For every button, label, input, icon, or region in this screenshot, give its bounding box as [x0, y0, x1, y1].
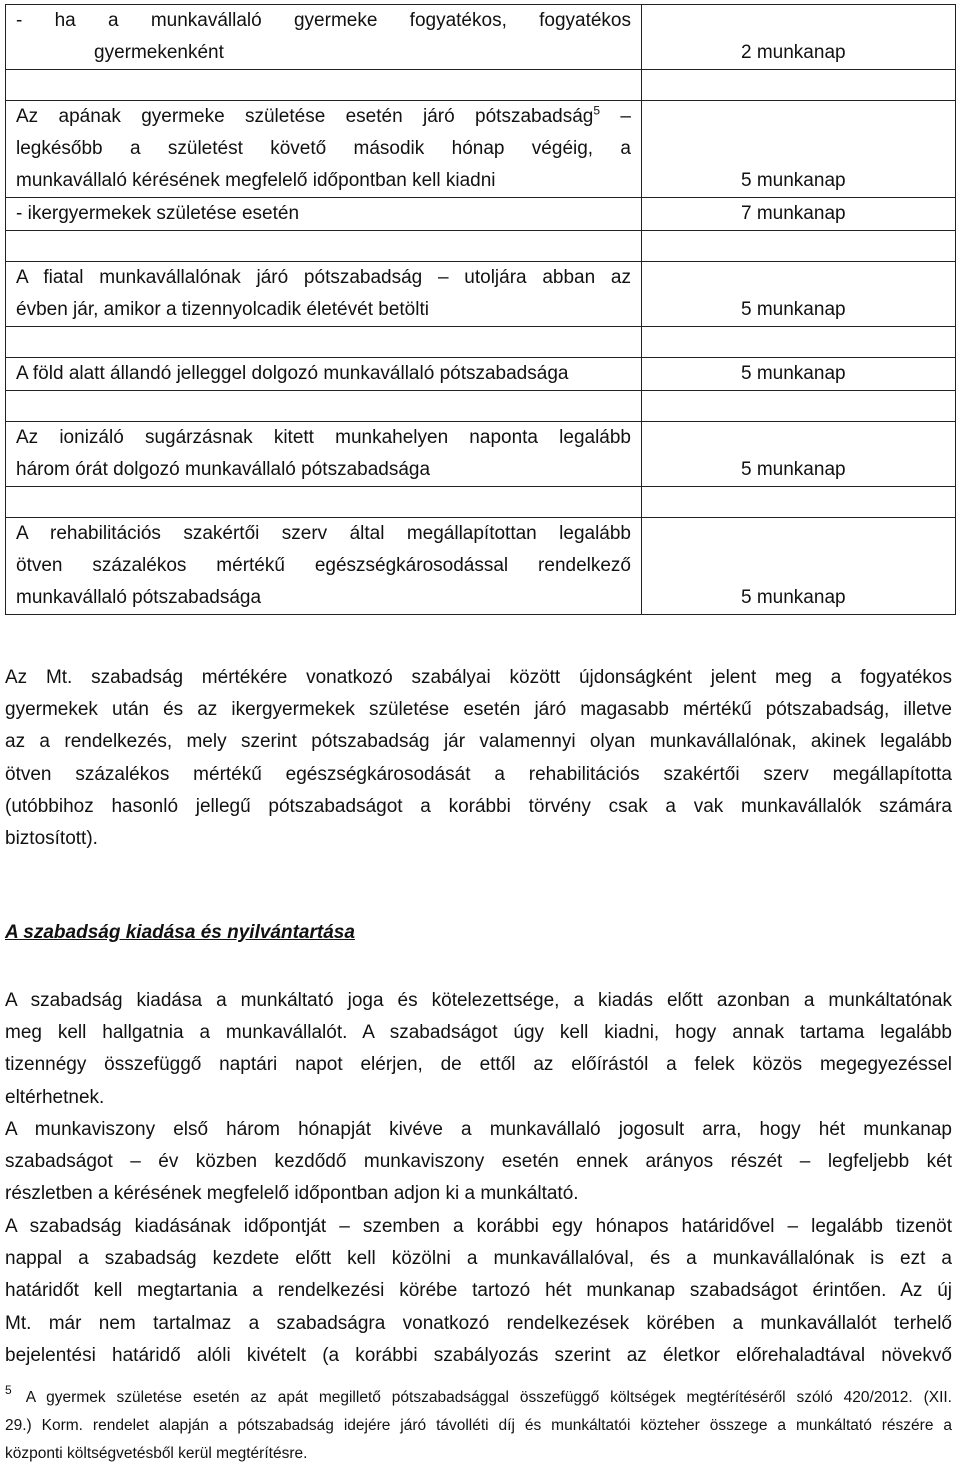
- paragraph-line: meg kell hallgatnia a munkavállalót. A szabadságot úgy kell kiadni, hogy annak tartama legalább: [5, 1022, 952, 1044]
- table-spacer-row: [6, 327, 956, 358]
- paragraph-line: Az Mt. szabadság mértékére vonatkozó szabályai között újdonságként jelent meg a fogyatékos: [5, 667, 952, 688]
- desc-line: A fiatal munkavállalónak járó pótszabadság – utoljára abban az: [16, 267, 631, 288]
- table-row: [6, 198, 956, 231]
- leave-description: [6, 518, 642, 615]
- table-row: [6, 518, 956, 615]
- section-heading: A szabadság kiadása és nyilvántartása: [5, 922, 355, 943]
- footnote-line: központi költségvetésből kerül megtérítésre.: [5, 1445, 308, 1462]
- desc-line: évben jár, amikor a tizennyolcadik életévét betölti: [16, 299, 429, 320]
- body-paragraph: [5, 985, 952, 1114]
- footnote: [5, 1384, 952, 1468]
- paragraph-line: nappal a szabadság kezdete előtt kell közölni a munkavállalóval, és a munkavállalónak is ezt a: [5, 1248, 952, 1270]
- leave-days-value: 5 munkanap: [642, 518, 956, 615]
- footnote-line: A gyermek születése esetén az apát megillető pótszabadsággal összefüggő költségek megtérítéséről szóló 420/2012. (XII.: [25, 1389, 952, 1406]
- desc-line: A föld alatt állandó jelleggel dolgozó munkavállaló pótszabadsága: [16, 363, 569, 384]
- desc-line: ötven százalékos mértékű egészségkárosodással rendelkező: [16, 555, 631, 576]
- paragraph-line: ötven százalékos mértékű egészségkárosodását a rehabilitációs szakértői szerv megállapította: [5, 763, 952, 785]
- footnote-ref: 5: [593, 103, 601, 118]
- paragraph-line: az a rendelkezés, mely szerint pótszabadság jár valamennyi olyan munkavállalónak, akinek legalább: [5, 731, 952, 753]
- desc-line: gyermekenként: [94, 42, 224, 63]
- paragraph-line: (utóbbihoz hasonló jellegű pótszabadságot a korábbi törvény csak a vak munkavállalók számára: [5, 795, 952, 817]
- leave-description: [6, 101, 642, 198]
- paragraph-line: tizennégy összefüggő naptári napot elérjen, de ettől az előírástól a felek közös megegyezéssel: [5, 1054, 952, 1076]
- dash: –: [620, 106, 631, 127]
- desc-line: Az ionizáló sugárzásnak kitett munkahelyen naponta legalább: [16, 427, 631, 448]
- table-spacer-row: [6, 231, 956, 262]
- paragraph-line: határidőt kell megtartania a rendelkezési körébe tartozó hét munkanap szabadságot érintően. Az új: [5, 1280, 952, 1302]
- desc-line: A rehabilitációs szakértői szerv által megállapítottan legalább: [16, 523, 631, 544]
- leave-description: [6, 262, 642, 327]
- paragraph-line: biztosított).: [5, 828, 98, 850]
- table-spacer-row: [6, 70, 956, 101]
- paragraph-line: részletben a kérésének megfelelő időpontban adjon ki a munkáltató.: [5, 1183, 579, 1205]
- paragraph-line: eltérhetnek.: [5, 1086, 105, 1108]
- leave-days-value: 5 munkanap: [642, 101, 956, 198]
- table-row: [6, 101, 956, 198]
- body-paragraph: [5, 1211, 952, 1372]
- table-row: [6, 358, 956, 391]
- leave-description: [6, 198, 642, 231]
- leave-days-value: 5 munkanap: [642, 262, 956, 327]
- paragraph-line: A munkaviszony első három hónapját kivéve a munkavállaló jogosult arra, hogy hét munkanap: [5, 1119, 952, 1140]
- paragraph-line: bejelentési határidő alóli kivételt (a korábbi szabályozás szerint az életkor előrehaladtával növekvő: [5, 1344, 952, 1366]
- leave-days-value: 2 munkanap: [642, 5, 956, 70]
- paragraph-line: Mt. már nem tartalmaz a szabadságra vonatkozó rendelkezések körében a munkavállalót terhelő: [5, 1312, 952, 1334]
- table-row: [6, 262, 956, 327]
- footnote-line: 29.) Korm. rendelet alapján a pótszabadság idejére járó távolléti díj és munkáltatói közteher összege a munkáltató részére a: [5, 1417, 952, 1434]
- paragraph-line: szabadságot – év közben kezdődő munkaviszony esetén ennek arányos részét – legfeljebb két: [5, 1151, 952, 1173]
- paragraph-line: gyermekek után és az ikergyermekek születése esetén járó magasabb mértékű pótszabadság, illetve: [5, 699, 952, 721]
- desc-line: munkavállaló kérésének megfelelő időpontban kell kiadni: [16, 170, 496, 191]
- leave-description: [6, 422, 642, 487]
- desc-line: - ha a munkavállaló gyermeke fogyatékos, fogyatékos: [16, 10, 631, 31]
- desc-line: munkavállaló pótszabadsága: [16, 587, 262, 608]
- table-row: [6, 422, 956, 487]
- table-spacer-row: [6, 487, 956, 518]
- leave-days-table: [5, 4, 956, 615]
- leave-days-value: 7 munkanap: [642, 198, 956, 231]
- leave-description: [6, 5, 642, 70]
- body-paragraph: [5, 662, 952, 855]
- desc-line: - ikergyermekek születése esetén: [16, 203, 300, 224]
- paragraph-line: A szabadság kiadásának időpontját – szemben a korábbi egy hónapos határidővel – legalább tizenöt: [5, 1216, 952, 1237]
- desc-line: három órát dolgozó munkavállaló pótszabadsága: [16, 459, 431, 480]
- desc-line: Az apának gyermeke születése esetén járó pótszabadság: [16, 106, 594, 127]
- leave-days-value: 5 munkanap: [642, 358, 956, 391]
- leave-days-value: 5 munkanap: [642, 422, 956, 487]
- paragraph-line: A szabadság kiadása a munkáltató joga és kötelezettsége, a kiadás előtt azonban a munkáltatónak: [5, 990, 952, 1011]
- body-paragraph: [5, 1114, 952, 1211]
- desc-line: legkésőbb a születést követő második hónap végéig, a: [16, 138, 631, 159]
- table-spacer-row: [6, 391, 956, 422]
- table-row: [6, 5, 956, 70]
- leave-description: [6, 358, 642, 391]
- footnote-mark: 5: [5, 1383, 12, 1397]
